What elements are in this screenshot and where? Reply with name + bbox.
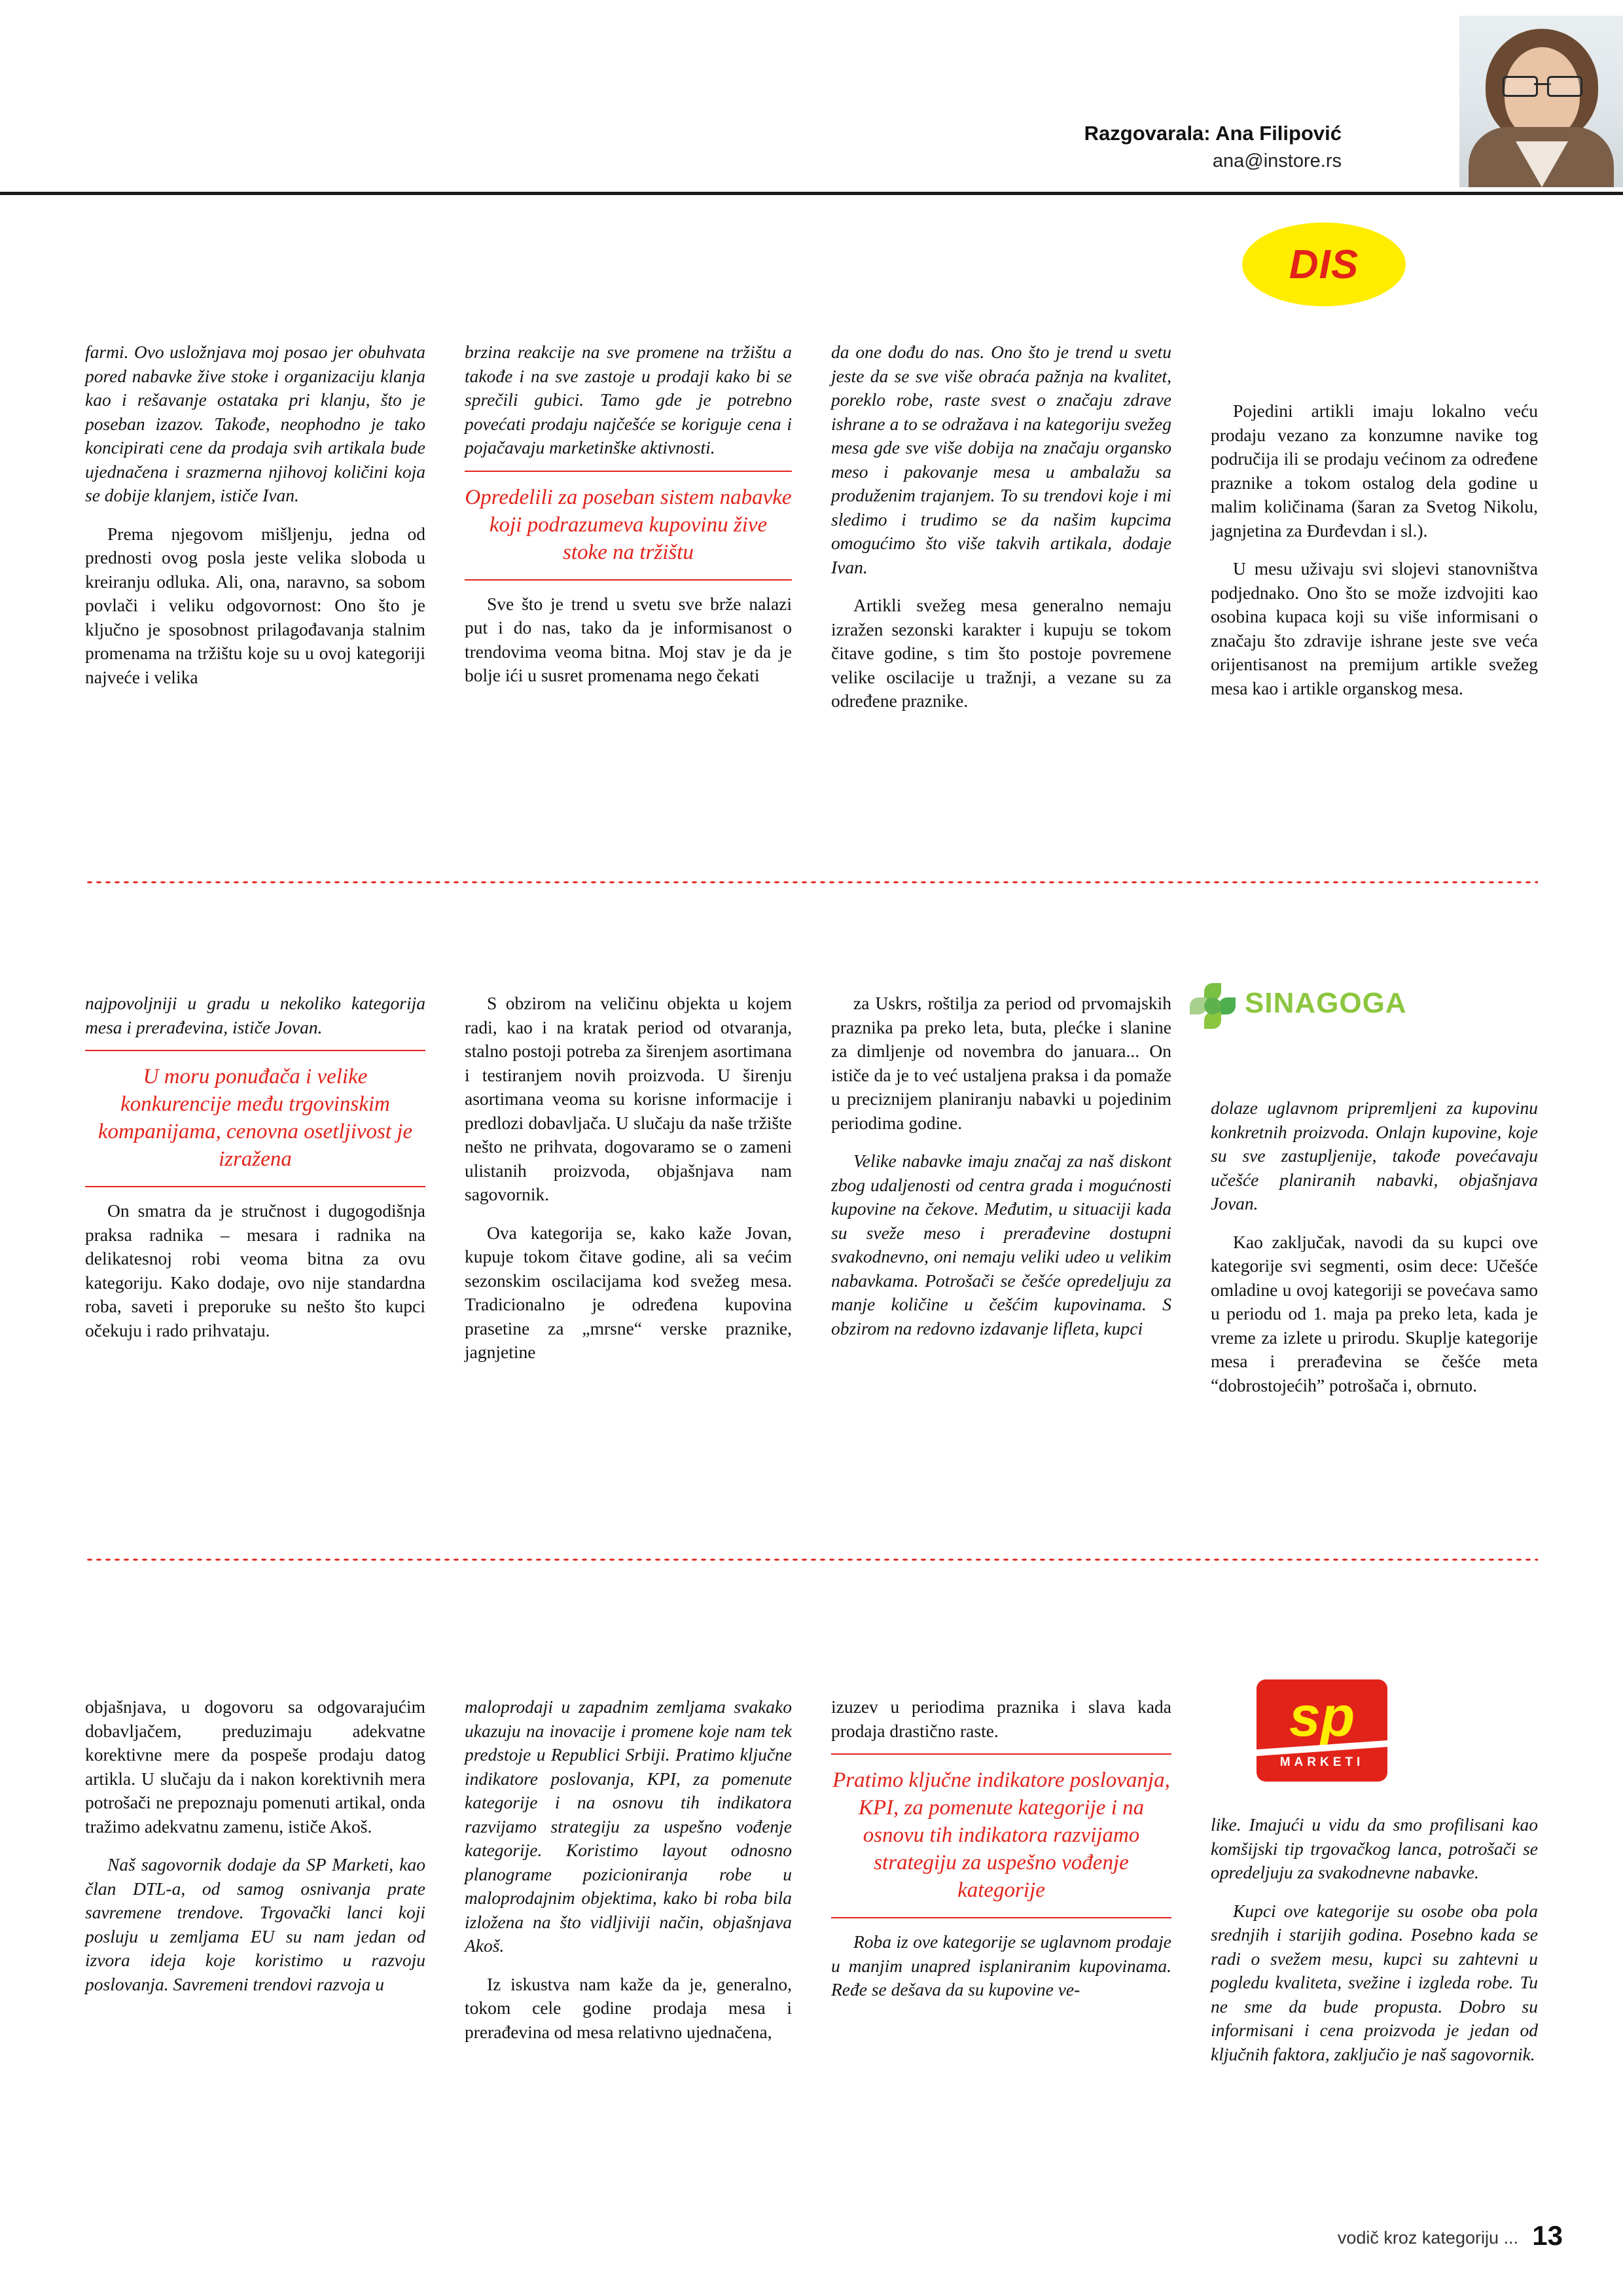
paragraph: da one dođu do nas. Ono što je trend u svetu jeste da se sve više obraća pažnja na kvalitet, poreklo robe, raste svest o značaju zdrave ishrane a to se odražava i na kategoriju svežeg mesa gde sve više dobija na značaju organsko meso i pakovanje mesa u ambalažu sa produženim trajanjem. To su trendovi koje i mi sledimo i trudimo se da našim kupcima omogućimo što više takvih artikala, dodaje Ivan. bbox=[831, 342, 1171, 577]
paragraph: najpovoljniji u gradu u nekoliko kategorija mesa i prerađevina, ističe Jovan. bbox=[85, 993, 425, 1037]
paragraph: Sve što je trend u svetu sve brže nalazi put i do nas, tako da je informisanost o trendovima veoma bitna. Moj stav je da je bolje ići u susret promenama nego čekati bbox=[465, 593, 792, 685]
paragraph: Roba iz ove kategorije se uglavnom prodaje u manjim unapred isplaniranim kupovinama. Ređe se dešava da su kupovine ve- bbox=[831, 1931, 1171, 2000]
dis-logo bbox=[1242, 223, 1406, 306]
paragraph: objašnjava, u dogovoru sa odgovarajućim dobavljačem, preduzimaju adekvatne korektivne mere da pospeše prodaju datog artikla. U slučaju da i nakon korektivnih mera potrošači ne prepoznaju pomenuti artikal, onda tražimo adekvatnu zamenu, ističe Akoš. bbox=[85, 1696, 425, 1837]
paragraph: maloprodaji u zapadnim zemljama svakako ukazuju na inovacije i promene koje nam tek predstoje u Republici Srbiji. Pratimo ključne indikatore poslovanja, KPI, za pomenute kategorije i na osnovu tih indikatora razvijamo strategiju za uspešno vođenje kategorije. Koristimo layout odnosno planograme pozicioniranja robe u maloprodajnim objektima, kako bi roba bila izložena na što vidljiviji način, objašnjava Akoš. bbox=[465, 1696, 792, 1956]
paragraph: Velike nabavke imaju značaj za naš diskont zbog udaljenosti od centra grada i mogućnosti kupovine na čekove. Međutim, u situaciji kada su sveže meso i prerađevine dostupni svakodnevno, oni nemaju veliki udeo u velikim nabavkama. Potrošači se češće opredeljuju za manje količine u češćim kupovinama. S obzirom na redovno izdavanje lifleta, kupci bbox=[831, 1151, 1171, 1338]
section-one-column-2 bbox=[465, 340, 792, 688]
section-two-column-1 bbox=[85, 992, 425, 1342]
paragraph: Artikli svežeg mesa generalno nemaju izražen sezonski karakter i kupuju se tokom čitave godine, s tim što postoje povremene velike oscilacije u tražnji, a vezane su za određene praznike. bbox=[831, 595, 1171, 711]
glasses-icon bbox=[1503, 76, 1582, 93]
paragraph: brzina reakcije na sve promene na tržištu a takođe i na sve zastoje u prodaji kako bi se sprečili gubici. Tamo gde je potrebno povećati prodaju najčešće se koriguje cena i pojačavaju marketinške aktivnosti. bbox=[465, 342, 792, 457]
paragraph: Kao zaključak, navodi da su kupci ove kategorije svi segmenti, osim dece: Učešće omladine u ovoj kategoriji se povećava samo u periodu od 1. maja pa preko leta, kada je vreme za izlete u prirodu. Skuplje kategorije mesa i prerađevina se češće meta “dobrostojećih” potrošača i, obrnuto. bbox=[1211, 1231, 1538, 1395]
pull-quote: Pratimo ključne indikatore poslovanja, KPI, za pomenute kategorije i na osnovu tih indikatora razvijamo strategiju za uspešno vođenje kategorije bbox=[831, 1753, 1171, 1918]
paragraph: S obzirom na veličinu objekta u kojem radi, kao i na kratak period od otvaranja, stalno postoji potreba za širenjem asortimana i testiranjem novih proizvoda. U širenju asortimana veoma su korisne informacije i predlozi dobavljača. U slučaju da naše tržište nešto ne prihvata, dogovaramo se o zameni ulistanih proizvoda, objašnjava nam sagovornik. bbox=[465, 993, 792, 1204]
byline-email: ana@instore.rs bbox=[1212, 150, 1342, 171]
leaf-icon bbox=[1190, 983, 1237, 1030]
sp-logo-subtext: MARKETI bbox=[1279, 1755, 1364, 1769]
pull-quote: Opredelili za poseban sistem nabavke koji podrazumeva kupovinu žive stoke na tržištu bbox=[465, 471, 792, 581]
section-one-column-3 bbox=[831, 340, 1171, 713]
paragraph: Ova kategorija se, kako kaže Jovan, kupuje tokom čitave godine, ali sa većim sezonskim oscilacijama kod svežeg mesa. Tradicionalno je određena kupovina prasetine za „mrsne“ verske praznike, jagnjetine bbox=[465, 1222, 792, 1362]
author-photo bbox=[1459, 16, 1623, 187]
sinagoga-logo bbox=[1190, 982, 1407, 1031]
paragraph: Iz iskustva nam kaže da je, generalno, tokom cele godine prodaja mesa i prerađevina od mesa relativno ujednačena, bbox=[465, 1973, 792, 2042]
paragraph: On smatra da je stručnost i dugogodišnja praksa radnika – mesara i radnika na delikatesnoj robi veoma bitna za ovu kategoriju. Kako dodaje, ovo nije standardna roba, saveti i preporuke su nešto što kupci očekuju i rado prihvataju. bbox=[85, 1200, 425, 1340]
section-three-column-1 bbox=[85, 1695, 425, 1996]
pull-quote: U moru ponuđača i velike konkurencije među trgovinskim kompanijama, cenovna osetljivost je izražena bbox=[85, 1050, 425, 1187]
sinagoga-logo-text: SINAGOGA bbox=[1245, 987, 1407, 1019]
leaf-center bbox=[1204, 997, 1221, 1014]
page-header bbox=[0, 0, 1623, 193]
paragraph: za Uskrs, roštilja za period od prvomajskih praznika pa preko leta, buta, plećke i slanine za dimljenje od novembra do januara... On ističe da je to već ustaljena praksa i da pomaže u preciznijem planiranju nabavki u pojedinim periodima godine. bbox=[831, 993, 1171, 1133]
sp-logo-text: sp bbox=[1289, 1685, 1355, 1748]
section-three-column-4 bbox=[1211, 1813, 1538, 2066]
section-three-column-2 bbox=[465, 1695, 792, 2044]
byline bbox=[1084, 121, 1342, 173]
page-footer bbox=[0, 2219, 1623, 2258]
section-one-column-1 bbox=[85, 340, 425, 689]
paragraph: dolaze uglavnom pripremljeni za kupovinu konkretnih proizvoda. Onlajn kupovine, koje su sve zastupljenije, takođe povećavaju učešće planiranih nabavki, objašnjava Jovan. bbox=[1211, 1098, 1538, 1213]
paragraph: U mesu uživaju svi slojevi stanovništva podjednako. Ono što se može izdvojiti kao osobina kupaca koji su više informisani o značaju što zdravije ishrane jeste sve veća orijentisanost na premijum artikle svežeg mesa kao i artikle organskog mesa. bbox=[1211, 558, 1538, 698]
byline-author: Razgovarala: Ana Filipović bbox=[1084, 122, 1342, 145]
section-three-column-3 bbox=[831, 1695, 1171, 2002]
dis-logo-text: DIS bbox=[1289, 242, 1359, 287]
paragraph: Pojedini artikli imaju lokalno veću prodaju vezano za konzumne navike tog područija ili se prodaju većinom za određene praznike a tokom ostalog dela godine u malim količinama (šaran za Svetog Nikolu, jagnjetina za Đurđevdan i sl.). bbox=[1211, 401, 1538, 541]
section-divider-2 bbox=[85, 1558, 1538, 1562]
footer-category: vodič kroz kategoriju ... bbox=[1337, 2228, 1518, 2248]
paragraph: Prema njegovom mišljenju, jedna od prednosti ovog posla jeste velika sloboda u kreiranju odluka. Ali, ona, naravno, sa sobom povlači i veliku odgovornost: Ono što je ključno je sposobnost prilagođavanja stalnim promenama na tržištu koje su u ovoj kategoriji najveće i velika bbox=[85, 523, 425, 687]
section-one-column-4 bbox=[1211, 399, 1538, 700]
paragraph: like. Imajući u vidu da smo profilisani kao komšijski tip trgovačkog lanca, potrošači se opredeljuju za svakodnevne nabavke. bbox=[1211, 1814, 1538, 1882]
page-number: 13 bbox=[1532, 2220, 1563, 2251]
section-two-column-4 bbox=[1211, 1096, 1538, 1397]
glasses-lens-left bbox=[1503, 76, 1538, 97]
paragraph: izuzev u periodima praznika i slava kada prodaja drastično raste. bbox=[831, 1696, 1171, 1741]
sp-marketi-logo bbox=[1257, 1679, 1387, 1782]
section-two-column-3 bbox=[831, 992, 1171, 1340]
paragraph: Naš sagovornik dodaje da SP Marketi, kao član DTL-a, od samog osnivanja prate savremene trendove. Trgovački lanci koji posluju u zemljama EU su nam jedan od izvora ideja koje koristimo u razvoju poslovanja. Savremeni trendovi razvoja u bbox=[85, 1854, 425, 1994]
section-two-column-2 bbox=[465, 992, 792, 1365]
glasses-lens-right bbox=[1547, 76, 1582, 97]
paragraph: farmi. Ovo usložnjava moj posao jer obuhvata pored nabavke žive stoke i organizaciju klanja kao i rešavanje ostataka pri klanju, što je poseban izazov. Takođe, neophodno je tako koncipirati cene da prodaja svih artikala bude ujednačena i srazmerna njihovoj količini koja se dobije klanjem, ističe Ivan. bbox=[85, 342, 425, 505]
section-divider-1 bbox=[85, 880, 1538, 884]
header-divider bbox=[0, 192, 1623, 195]
paragraph: Kupci ove kategorije su osobe oba pola srednjih i starijih godina. Posebno kada se radi o svežem mesu, kupci su zahtevni u pogledu kvaliteta, svežine i izgleda robe. Tu ne sme da bude propusta. Dobro su informisani i cena proizvoda je jedan od ključnih faktora, zaključio je naš sagovornik. bbox=[1211, 1900, 1538, 2064]
